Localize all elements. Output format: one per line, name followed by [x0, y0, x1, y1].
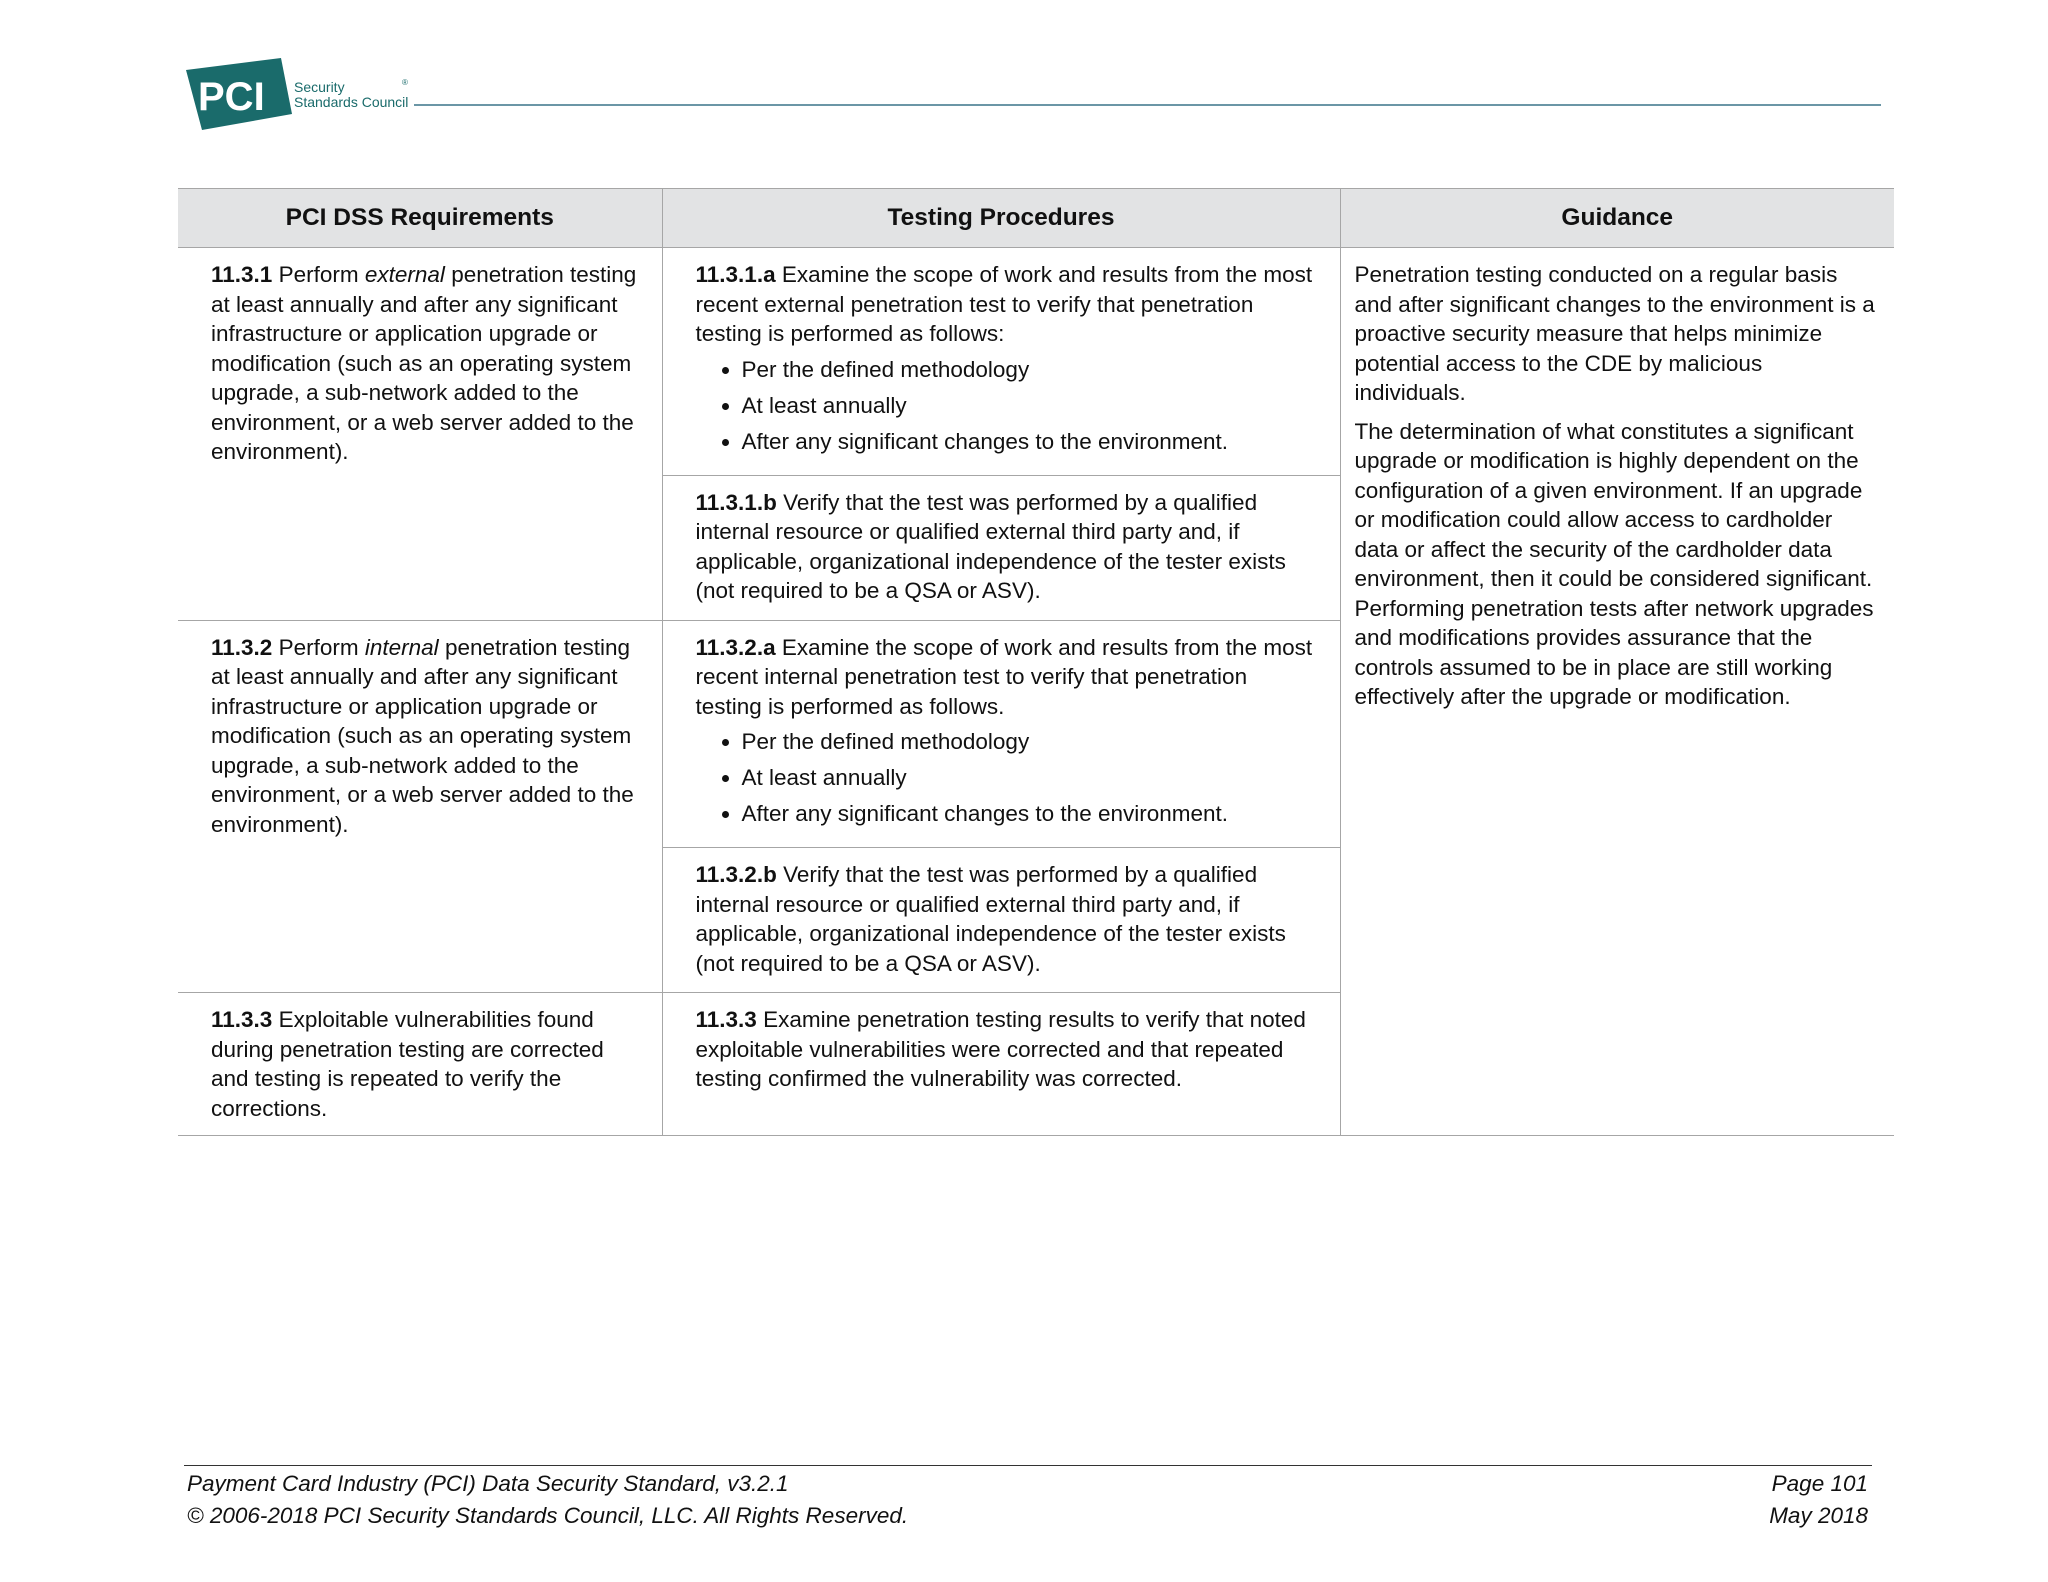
- guidance-paragraph: Penetration testing conducted on a regular basis and after significant changes to the environment is a proactive security measure that helps minimize potential access to the CDE by malicious individuals.: [1354, 262, 1875, 405]
- svg-text:PCI: PCI: [198, 75, 265, 119]
- pci-logo-icon: [186, 58, 294, 130]
- logo-line-council: Standards Council: [294, 94, 409, 110]
- procedure-text: Examine the scope of work and results from the most recent internal penetration test to verify that penetration testing is performed as follows.: [695, 634, 1313, 719]
- requirement-emphasis: external: [364, 262, 445, 287]
- procedure-id: 11.3.1.a: [695, 262, 776, 287]
- table-row: [178, 248, 1894, 476]
- page-header: [186, 58, 1881, 130]
- list-item: • After any significant changes to the environment.: [742, 799, 1320, 829]
- procedure-11-3-2-a: [662, 620, 1340, 848]
- list-item: • At least annually: [742, 391, 1320, 421]
- footer-copyright: © 2006-2018 PCI Security Standards Council, LLC. All Rights Reserved.: [187, 1503, 909, 1528]
- procedure-text: Examine the scope of work and results from the most recent external penetration test to verify that penetration testing is performed as follows:: [695, 262, 1313, 346]
- list-item: • After any significant changes to the environment.: [742, 427, 1320, 457]
- procedure-id: 11.3.2.b: [695, 862, 777, 887]
- footer-doc-title: Payment Card Industry (PCI) Data Security Standard, v3.2.1: [187, 1471, 789, 1496]
- list-item: • At least annually: [742, 763, 1320, 793]
- procedure-text: Verify that the test was performed by a qualified internal resource or qualified external third party and, if applicable, organizational independence of the tester exists (not required to be a QSA or ASV).: [695, 862, 1286, 976]
- requirement-text: penetration testing at least annually and after any significant infrastructure or application upgrade or modification (such as an operating system upgrade, a sub-network added to the environment, or a web server added to the environment).: [211, 634, 634, 837]
- procedure-11-3-3: [662, 993, 1340, 1136]
- requirement-text: Exploitable vulnerabilities found during penetration testing are corrected and testing is repeated to verify the corrections.: [211, 1007, 604, 1121]
- requirement-id: 11.3.2: [211, 634, 273, 660]
- requirement-11-3-1: [178, 248, 662, 621]
- procedure-id: 11.3.2.a: [695, 634, 776, 660]
- guidance-cell: [1340, 248, 1894, 1136]
- requirement-text: penetration testing at least annually and after any significant infrastructure or application upgrade or modification (such as an operating system upgrade, a sub-network added to the environment, or a web server added to the environment).: [211, 262, 637, 464]
- requirement-11-3-3: [178, 993, 662, 1136]
- requirement-text: Perform: [278, 262, 359, 287]
- header-testing-procedures: Testing Procedures: [662, 189, 1340, 248]
- procedure-11-3-1-b: [662, 475, 1340, 620]
- requirement-text: Perform: [278, 634, 359, 660]
- footer-date: May 2018: [1769, 1503, 1868, 1528]
- procedure-bullets: [696, 355, 1320, 457]
- guidance-paragraph: The determination of what constitutes a significant upgrade or modification is highly dependent on the configuration of a given environment. If an upgrade or modification could allow access to cardholder data or affect the security of the cardholder data environment, then it could be considered significant. Performing penetration tests after network upgrades and modifications provides assurance that the controls assumed to be in place are still working effectively after the upgrade or modification.: [1354, 418, 1874, 709]
- requirement-11-3-2: [178, 620, 662, 993]
- footer-divider: [184, 1465, 1872, 1466]
- procedure-bullets: [696, 727, 1320, 829]
- page-number: Page 101: [1771, 1471, 1868, 1496]
- header-guidance: Guidance: [1340, 189, 1894, 248]
- procedure-11-3-2-b: [662, 848, 1340, 993]
- footer-right: [1769, 1468, 1868, 1532]
- table-header-row: [178, 189, 1894, 248]
- logo-wordmark: [294, 80, 408, 110]
- procedure-text: Examine penetration testing results to verify that noted exploitable vulnerabilities were corrected and that repeated testing confirmed the vulnerability was corrected.: [695, 1007, 1306, 1091]
- procedure-id: 11.3.1.b: [695, 489, 777, 515]
- requirements-table: [178, 188, 1894, 1136]
- list-item: • Per the defined methodology: [742, 355, 1320, 385]
- header-divider: [414, 104, 1881, 106]
- list-item: • Per the defined methodology: [742, 727, 1320, 757]
- registered-mark: ®: [402, 78, 408, 87]
- logo-line-security: Security: [294, 79, 345, 95]
- requirement-emphasis: internal: [364, 634, 439, 660]
- header-requirements: PCI DSS Requirements: [178, 189, 662, 248]
- footer-left: [187, 1468, 908, 1532]
- procedure-11-3-1-a: [662, 248, 1340, 476]
- requirement-id: 11.3.3: [211, 1007, 273, 1032]
- procedure-id: 11.3.3: [695, 1007, 757, 1032]
- requirement-id: 11.3.1: [211, 262, 273, 287]
- procedure-text: Verify that the test was performed by a qualified internal resource or qualified external third party and, if applicable, organizational independence of the tester exists (not required to be a QSA or ASV).: [695, 489, 1286, 603]
